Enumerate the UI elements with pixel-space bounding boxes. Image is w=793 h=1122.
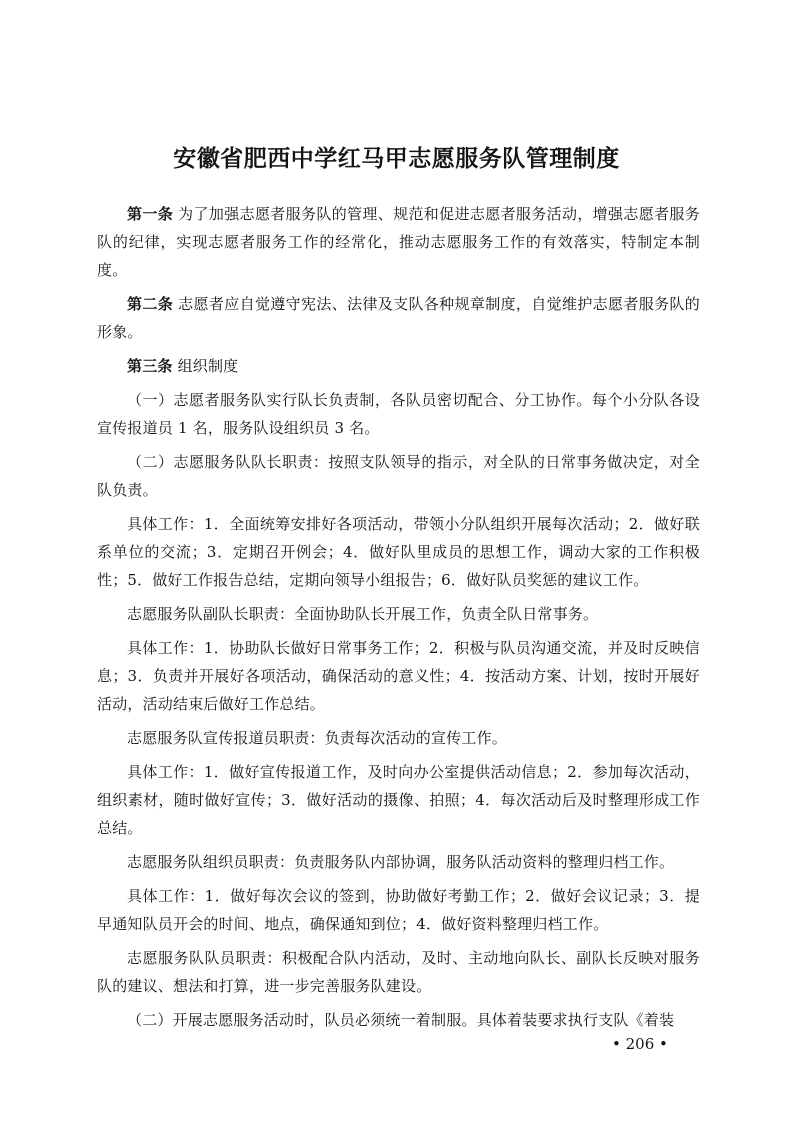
paragraph: （一）志愿者服务队实行队长负责制，各队员密切配合、分工协作。每个小分队各设宣传报道员 1 名，服务队设组织员 3 名。 — [97, 391, 700, 437]
paragraph: （二）志愿服务队队长职责：按照支队领导的指示，对全队的日常事务做决定，对全队负责。 — [97, 453, 700, 499]
article-heading: 第二条 — [127, 295, 174, 313]
paragraph: 志愿服务队宣传报道员职责：负责每次活动的宣传工作。 — [127, 729, 508, 747]
paragraph: 具体工作：1．协助队长做好日常事务工作；2．积极与队员沟通交流，并及时反映信息；3．负责并开展好各项活动，确保活动的意义性；4．按活动方案、计划，按时开展好活动，活动结束后做好工作总结。 — [97, 639, 700, 713]
page-title: 安徽省肥西中学红马甲志愿服务队管理制度 — [173, 146, 620, 172]
article-heading: 第三条 — [127, 357, 173, 375]
paragraph: 具体工作：1．全面统筹安排好各项活动，带领小分队组织开展每次活动；2．做好联系单位的交流；3．定期召开例会；4．做好队里成员的思想工作，调动大家的工作积极性；5．做好工作报告总结，定期向领导小组报告；6．做好队员奖惩的建议工作。 — [97, 515, 700, 589]
paragraph: （二）开展志愿服务活动时，队员必须统一着制服。具体着装要求执行支队《着装 — [127, 1011, 675, 1029]
document-body — [97, 200, 700, 1040]
article-text: 组织制度 — [172, 357, 239, 375]
article-1 — [97, 200, 700, 284]
paragraph: 志愿服务队副队长职责：全面协助队长开展工作，负责全队日常事务。 — [127, 605, 599, 623]
article-2 — [97, 290, 700, 346]
article-text: 为了加强志愿者服务队的管理、规范和促进志愿者服务活动，增强志愿者服务队的纪律，实现志愿者服务工作的经常化，推动志愿服务工作的有效落实，特制定本制度。 — [97, 205, 700, 279]
paragraph: 具体工作：1．做好宣传报道工作，及时向办公室提供活动信息；2．参加每次活动，组织素材，随时做好宣传；3．做好活动的摄像、拍照；4．每次活动后及时整理形成工作总结。 — [97, 763, 700, 837]
page-number: • 206 • — [612, 1035, 668, 1053]
article-3 — [97, 352, 700, 380]
paragraph: 志愿服务队队员职责：积极配合队内活动，及时、主动地向队长、副队长反映对服务队的建议、想法和打算，进一步完善服务队建设。 — [97, 949, 700, 995]
paragraph: 具体工作：1．做好每次会议的签到，协助做好考勤工作；2．做好会议记录；3．提早通知队员开会的时间、地点，确保通知到位；4．做好资料整理归档工作。 — [97, 887, 700, 933]
paragraph: 志愿服务队组织员职责：负责服务队内部协调，服务队活动资料的整理归档工作。 — [127, 853, 675, 871]
article-heading: 第一条 — [127, 205, 174, 223]
article-text: 志愿者应自觉遵守宪法、法律及支队各种规章制度，自觉维护志愿者服务队的形象。 — [97, 295, 700, 341]
